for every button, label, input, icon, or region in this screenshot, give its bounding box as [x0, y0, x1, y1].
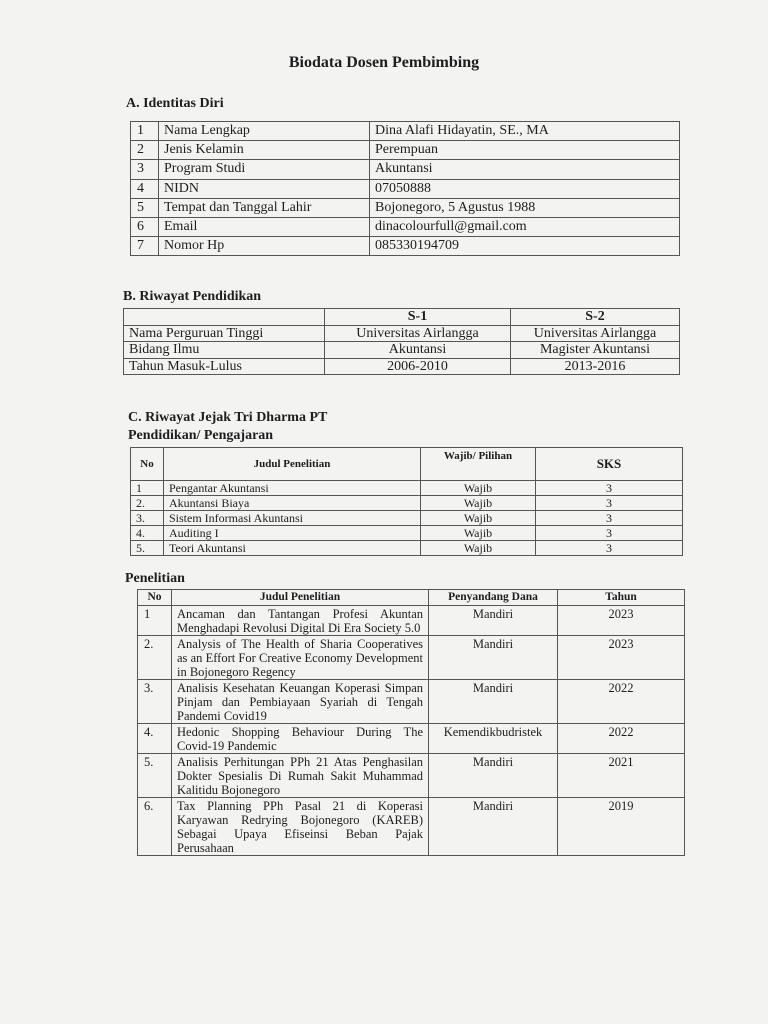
row-sks: 3 — [536, 526, 683, 541]
row-label: Nomor Hp — [159, 237, 370, 256]
table-row — [131, 526, 683, 541]
row-judul: Ancaman dan Tantangan Profesi Akuntan Menghadapi Revolusi Digital Di Era Society 5.0 — [172, 606, 429, 636]
s2-value: 2013-2016 — [511, 358, 680, 375]
s1-value: Universitas Airlangga — [325, 325, 511, 342]
row-number: 3. — [131, 511, 164, 526]
row-number: 4 — [131, 179, 159, 198]
table-row — [138, 606, 685, 636]
table-row — [131, 217, 680, 236]
header-sks: SKS — [536, 448, 683, 481]
row-number: 5. — [138, 754, 172, 798]
s1-value: 2006-2010 — [325, 358, 511, 375]
row-tahun: 2023 — [558, 606, 685, 636]
row-judul: Auditing I — [164, 526, 421, 541]
row-judul: Tax Planning PPh Pasal 21 di Koperasi Karyawan Redrying Bojonegoro (KAREB) Sebagai Upaya Efiseinsi Beban Pajak Perusahaan — [172, 798, 429, 856]
pengajaran-subheading: Pendidikan/ Pengajaran — [128, 428, 274, 443]
row-tahun: 2019 — [558, 798, 685, 856]
row-value: 07050888 — [370, 179, 680, 198]
row-dana: Mandiri — [429, 680, 558, 724]
row-judul: Analysis of The Health of Sharia Cooperatives as an Effort For Creative Economy Development in Bojonegoro Regency — [172, 636, 429, 680]
row-number: 6. — [138, 798, 172, 856]
header-judul: Judul Penelitian — [172, 590, 429, 606]
table-row — [138, 636, 685, 680]
row-label: Program Studi — [159, 160, 370, 179]
row-judul: Hedonic Shopping Behaviour During The Covid-19 Pandemic — [172, 724, 429, 754]
table-row — [138, 798, 685, 856]
table-row — [138, 754, 685, 798]
row-label: Bidang Ilmu — [124, 342, 325, 359]
row-value: Bojonegoro, 5 Agustus 1988 — [370, 198, 680, 217]
table-row — [131, 122, 680, 141]
row-wajib: Wajib — [421, 511, 536, 526]
row-dana: Kemendikbudristek — [429, 724, 558, 754]
row-label: Nama Perguruan Tinggi — [124, 325, 325, 342]
row-tahun: 2022 — [558, 680, 685, 724]
penelitian-table — [137, 589, 685, 856]
table-row — [138, 724, 685, 754]
table-row — [131, 179, 680, 198]
header-wajib: Wajib/ Pilihan — [421, 448, 536, 481]
row-number: 5 — [131, 198, 159, 217]
row-number: 4. — [131, 526, 164, 541]
table-row — [131, 237, 680, 256]
row-number: 2 — [131, 141, 159, 160]
header-tahun: Tahun — [558, 590, 685, 606]
table-row — [131, 496, 683, 511]
header-s1: S-1 — [325, 309, 511, 326]
row-judul: Teori Akuntansi — [164, 541, 421, 556]
table-row — [131, 141, 680, 160]
table-header-row — [138, 590, 685, 606]
table-row — [124, 325, 680, 342]
document-title: Biodata Dosen Pembimbing — [288, 54, 480, 71]
row-dana: Mandiri — [429, 798, 558, 856]
row-number: 5. — [131, 541, 164, 556]
row-judul: Analisis Kesehatan Keuangan Koperasi Simpan Pinjam dan Pembiayaan Syariah di Tengah Pandemi Covid19 — [172, 680, 429, 724]
row-judul: Akuntansi Biaya — [164, 496, 421, 511]
row-dana: Mandiri — [429, 636, 558, 680]
row-dana: Mandiri — [429, 754, 558, 798]
penelitian-heading: Penelitian — [125, 571, 185, 586]
row-number: 3. — [138, 680, 172, 724]
row-wajib: Wajib — [421, 541, 536, 556]
table-row — [131, 541, 683, 556]
row-number: 6 — [131, 217, 159, 236]
row-sks: 3 — [536, 481, 683, 496]
row-number: 1 — [131, 122, 159, 141]
header-s2: S-2 — [511, 309, 680, 326]
table-row — [124, 358, 680, 375]
row-label: Email — [159, 217, 370, 236]
table-row — [131, 481, 683, 496]
table-row — [131, 160, 680, 179]
pendidikan-table — [123, 308, 680, 375]
s1-value: Akuntansi — [325, 342, 511, 359]
row-tahun: 2021 — [558, 754, 685, 798]
row-value: 085330194709 — [370, 237, 680, 256]
row-number: 4. — [138, 724, 172, 754]
row-tahun: 2023 — [558, 636, 685, 680]
header-judul: Judul Penelitian — [164, 448, 421, 481]
s2-value: Magister Akuntansi — [511, 342, 680, 359]
row-label: Tempat dan Tanggal Lahir — [159, 198, 370, 217]
row-value: Akuntansi — [370, 160, 680, 179]
row-value: Dina Alafi Hidayatin, SE., MA — [370, 122, 680, 141]
row-sks: 3 — [536, 496, 683, 511]
row-judul: Sistem Informasi Akuntansi — [164, 511, 421, 526]
row-sks: 3 — [536, 541, 683, 556]
row-wajib: Wajib — [421, 496, 536, 511]
row-judul: Analisis Perhitungan PPh 21 Atas Penghasilan Dokter Spesialis Di Rumah Sakit Muhammad Kalitidu Bojonegoro — [172, 754, 429, 798]
row-label: Nama Lengkap — [159, 122, 370, 141]
table-row — [124, 342, 680, 359]
row-number: 1 — [138, 606, 172, 636]
table-header-row — [131, 448, 683, 481]
row-value: dinacolourfull@gmail.com — [370, 217, 680, 236]
pendidikan-heading: B. Riwayat Pendidikan — [123, 289, 262, 304]
row-dana: Mandiri — [429, 606, 558, 636]
header-empty — [124, 309, 325, 326]
s2-value: Universitas Airlangga — [511, 325, 680, 342]
header-no: No — [131, 448, 164, 481]
row-label: Jenis Kelamin — [159, 141, 370, 160]
row-number: 7 — [131, 237, 159, 256]
row-wajib: Wajib — [421, 481, 536, 496]
row-sks: 3 — [536, 511, 683, 526]
row-wajib: Wajib — [421, 526, 536, 541]
pengajaran-table — [130, 447, 683, 556]
row-number: 2. — [138, 636, 172, 680]
header-dana: Penyandang Dana — [429, 590, 558, 606]
tridharma-heading: C. Riwayat Jejak Tri Dharma PT — [128, 410, 328, 425]
table-row — [138, 680, 685, 724]
identitas-heading: A. Identitas Diri — [126, 96, 224, 111]
row-tahun: 2022 — [558, 724, 685, 754]
identitas-table — [130, 121, 680, 256]
header-no: No — [138, 590, 172, 606]
table-row — [131, 198, 680, 217]
row-value: Perempuan — [370, 141, 680, 160]
row-label: NIDN — [159, 179, 370, 198]
row-number: 2. — [131, 496, 164, 511]
row-label: Tahun Masuk-Lulus — [124, 358, 325, 375]
row-number: 1 — [131, 481, 164, 496]
table-header-row — [124, 309, 680, 326]
table-row — [131, 511, 683, 526]
row-judul: Pengantar Akuntansi — [164, 481, 421, 496]
row-number: 3 — [131, 160, 159, 179]
